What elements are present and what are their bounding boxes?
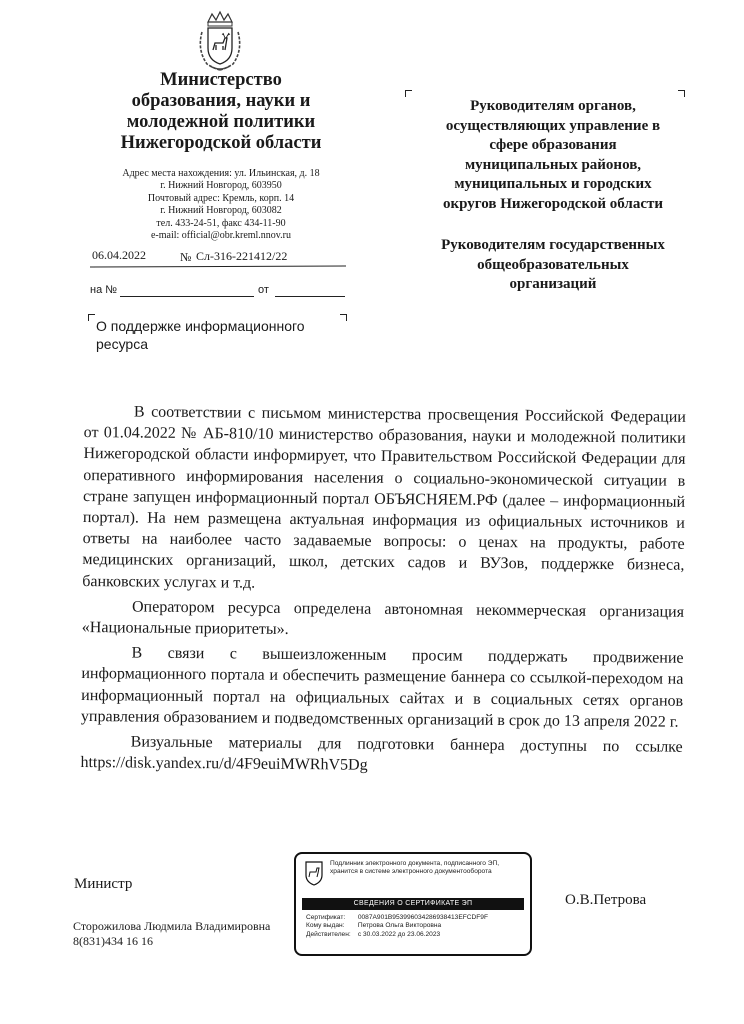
registration-date: 06.04.2022 [92, 248, 146, 262]
executor-name: Сторожилова Людмила Владимировна [73, 919, 271, 933]
stamp-value: Петрова Ольга Викторовна [357, 922, 442, 930]
addressee-bracket-right [678, 90, 685, 97]
letter-subject: О поддержке информационного ресурса [96, 318, 305, 352]
ministry-address [95, 168, 347, 242]
ministry-name-line: образования, науки и [131, 91, 311, 111]
stamp-details [306, 914, 526, 939]
address-line: г. Нижний Новгород, 603950 [160, 180, 282, 192]
ministry-name-line: Министерство [160, 70, 282, 90]
stamp-value: с 30.03.2022 до 23.06.2023 [357, 930, 441, 938]
addressee-line: округов Нижегородской области [443, 195, 663, 212]
stamp-label: Действителен: [306, 930, 351, 938]
stamp-row [306, 914, 526, 922]
address-line: Адрес места нахождения: ул. Ильинская, д. 18 [122, 168, 320, 179]
stamp-label: Сертификат: [306, 914, 346, 921]
address-line: г. Нижний Новгород, 603082 [160, 205, 282, 217]
addressee-line: муниципальных районов, [464, 156, 642, 173]
addressee-line: Руководителям органов, [470, 98, 636, 114]
stamp-row [306, 922, 526, 930]
address-line: Почтовый адрес: Кремль, корп. 14 [147, 192, 295, 204]
ministry-name-line: Нижегородской области [120, 133, 322, 153]
ministry-name [95, 70, 347, 154]
addressee-line: осуществляющих управление в [445, 117, 661, 134]
coat-of-arms-icon [193, 10, 247, 72]
body-paragraph-with-link[interactable]: Визуальные материалы для подготовки баннера доступны по ссылке https://disk.yandex.ru/d/4F9euiMWRhV5Dg [80, 733, 683, 774]
executor-info [73, 919, 270, 949]
reference-date-line [275, 296, 345, 297]
addressee-line: общеобразовательных [477, 256, 629, 273]
addressee-line: Руководителям государственных [441, 237, 665, 253]
addressee-group-1 [418, 97, 688, 214]
registration-underline [90, 265, 346, 267]
body-paragraph: Оператором ресурса определена автономная некоммерческая организация «Национальные приоритеты». [81, 598, 685, 639]
reference-label: на № [90, 284, 118, 296]
signer-name: О.В.Петрова [565, 892, 647, 908]
executor-phone: 8(831)434 16 16 [73, 934, 153, 948]
electronic-signature-stamp [294, 852, 532, 956]
stamp-label: Кому выдан: [306, 922, 345, 930]
subject-bracket-left [88, 314, 95, 321]
addressee-line: организаций [509, 276, 597, 292]
stamp-row [306, 931, 526, 939]
body-paragraph: В связи с вышеизложенным просим поддержать продвижение информационного портала и обеспечить размещение баннера со ссылкой-переходом на информационный портал на официальных сайтах и в социальных сетях органов управления образованием и подведомственных организаций в срок до 13 апреля 2022 г. [80, 644, 684, 731]
email-line[interactable]: e-mail: official@obr.kreml.nnov.ru [150, 230, 291, 242]
reference-date-label: от [258, 284, 269, 296]
stamp-value: 0087A901B953996034286938413EFCDF9F [357, 914, 488, 921]
registration-number: Сл-316-221412/22 [196, 249, 288, 263]
registration-number-label: № [180, 250, 192, 264]
addressee-group-2 [418, 236, 688, 295]
reference-number-line [120, 296, 254, 297]
ministry-name-line: молодежной политики [126, 112, 316, 132]
letter-body [80, 401, 686, 779]
addressee-line: сфере образования [489, 137, 617, 153]
signer-title: Министр [74, 876, 133, 892]
addressee-block [418, 97, 688, 317]
stamp-emblem-icon [304, 860, 324, 886]
body-paragraph: В соответствии с письмом министерства просвещения Российской Федерации от 01.04.2022 № АБ-810/10 министерство образования, науки и молодежной политики Нижегородской области информирует, что Правительством Российской Федерации для оперативного информирования населения о социально-экономической ситуации в стране запущен информационный портал ОБЪЯСНЯЕМ.РФ (далее – информационный портал). На нем размещена актуальная информация из официальных источников и ответы на наиболее часто задаваемые вопросы: о ценах на продукты, работе медицинских организаций, школ, детских садов и ВУЗов, поддержке бизнеса, банковских услугах и т.д. [82, 403, 686, 592]
addressee-bracket-left [405, 90, 412, 97]
address-line: тел. 433-24-51, факс 434-11-90 [156, 217, 286, 229]
stamp-note: Подлинник электронного документа, подписанного ЭП, хранится в системе электронного документооборота [330, 860, 500, 875]
stamp-header: СВЕДЕНИЯ О СЕРТИФИКАТЕ ЭП [302, 898, 524, 910]
addressee-line: муниципальных и городских [454, 176, 652, 192]
